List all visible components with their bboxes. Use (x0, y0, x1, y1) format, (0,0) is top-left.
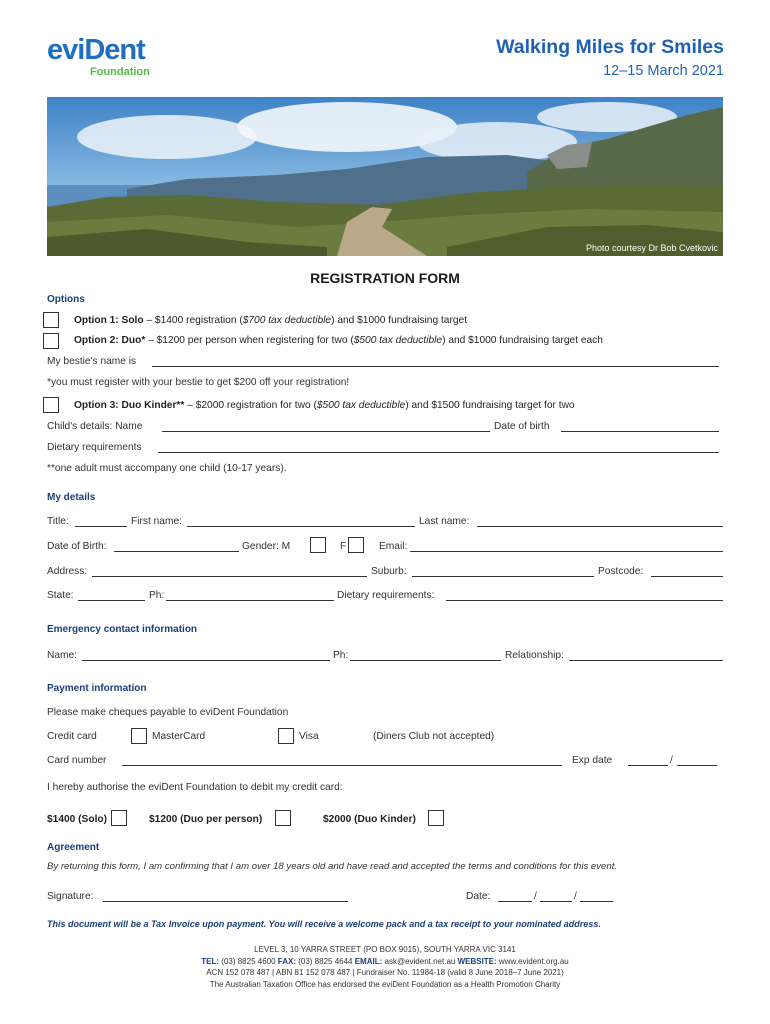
option3-checkbox[interactable] (43, 397, 59, 413)
emergency-heading: Emergency contact information (47, 624, 198, 635)
cheques-text: Please make cheques payable to eviDent Foundation (47, 707, 289, 718)
bestie-name-field[interactable] (152, 366, 719, 367)
exp-year-field[interactable] (677, 765, 717, 766)
tax-invoice-note: This document will be a Tax Invoice upon payment. You will receive a welcome pack and a tax receipt to your nominated address. (47, 919, 601, 929)
footer-address: LEVEL 3, 10 YARRA STREET (PO BOX 9015), SOUTH YARRA VIC 3141 (254, 945, 516, 954)
option3-row (74, 400, 575, 411)
address-label: Address: (47, 566, 88, 577)
option2-text-end: ) and $1000 fundraising target each (442, 335, 603, 346)
photo-credit: Photo courtesy Dr Bob Cvetkovic (585, 243, 718, 253)
card-number-field[interactable] (122, 765, 562, 766)
option3-tax: $500 tax deductible (316, 400, 406, 411)
option3-label: Option 3: Duo Kinder** (74, 400, 185, 411)
last-name-label: Last name: (419, 516, 470, 527)
gender-f-checkbox[interactable] (348, 537, 364, 553)
option2-checkbox[interactable] (43, 333, 59, 349)
emergency-name-field[interactable] (82, 660, 330, 661)
agreement-text: By returning this form, I am confirming that I am over 18 years old and have read and accepted the terms and conditions for this event. (47, 861, 618, 872)
postcode-label: Postcode: (598, 566, 644, 577)
emergency-name-label: Name: (47, 650, 78, 661)
date-sep-1: / (534, 891, 537, 902)
event-date: 12–15 March 2021 (603, 63, 724, 79)
title-field[interactable] (75, 526, 127, 527)
logo (47, 34, 145, 67)
bestie-note: *you must register with your bestie to get $200 off your registration! (47, 377, 350, 388)
child-dob-field[interactable] (561, 431, 719, 432)
payment-heading: Payment information (47, 683, 147, 694)
option3-text-end: ) and $1500 fundraising target for two (405, 400, 575, 411)
agreement-heading: Agreement (47, 842, 100, 853)
child-dob-label: Date of birth (494, 421, 550, 432)
footer-tel: (03) 8825 4600 (219, 957, 278, 966)
visa-label: Visa (299, 731, 319, 742)
amount-solo-checkbox[interactable] (111, 810, 127, 826)
option1-row (74, 315, 467, 326)
option1-tax: $700 tax deductible (242, 315, 332, 326)
options-heading: Options (47, 294, 85, 305)
footer-website[interactable]: www.evident.org.au (496, 957, 569, 966)
agreement-day-field[interactable] (498, 901, 532, 902)
visa-checkbox[interactable] (278, 728, 294, 744)
gender-label: Gender: M (242, 541, 291, 552)
exp-date-label: Exp date (572, 755, 613, 766)
exp-separator: / (670, 755, 673, 766)
credit-card-label: Credit card (47, 731, 97, 742)
child-name-label: Child's details: Name (47, 421, 143, 432)
footer-charity: The Australian Taxation Office has endorsed the eviDent Foundation as a Health Promotion Charity (209, 980, 561, 989)
amount-kinder-label: $2000 (Duo Kinder) (323, 814, 416, 825)
address-field[interactable] (92, 576, 367, 577)
child-dietary-label: Dietary requirements (47, 442, 142, 453)
option2-row (74, 335, 603, 346)
footer-fax-label: FAX: (277, 957, 296, 966)
diners-note: (Diners Club not accepted) (373, 731, 495, 742)
footer-email-label: EMAIL: (354, 957, 383, 966)
signature-field[interactable] (103, 901, 348, 902)
exp-month-field[interactable] (628, 765, 668, 766)
agreement-date-label: Date: (466, 891, 491, 902)
relationship-label: Relationship: (505, 650, 564, 661)
option1-label: Option 1: Solo (74, 315, 144, 326)
kinder-note: **one adult must accompany one child (10-17 years). (47, 463, 287, 474)
agreement-year-field[interactable] (580, 901, 613, 902)
state-field[interactable] (78, 600, 145, 601)
footer-tel-label: TEL: (201, 957, 220, 966)
state-label: State: (47, 590, 74, 601)
last-name-field[interactable] (477, 526, 723, 527)
gender-f-label: F (340, 541, 347, 552)
agreement-month-field[interactable] (540, 901, 572, 902)
option2-label: Option 2: Duo* (74, 335, 146, 346)
dietary-label: Dietary requirements: (337, 590, 435, 601)
option1-text: – $1400 registration ( (143, 315, 243, 326)
details-heading: My details (47, 492, 96, 503)
option3-text: – $2000 registration for two ( (184, 400, 317, 411)
suburb-label: Suburb: (371, 566, 407, 577)
suburb-field[interactable] (412, 576, 594, 577)
authorise-text: I hereby authorise the eviDent Foundation to debit my credit card: (47, 782, 343, 793)
first-name-field[interactable] (187, 526, 415, 527)
title-label: Title: (47, 516, 69, 527)
email-field[interactable] (410, 551, 723, 552)
child-dietary-field[interactable] (158, 452, 719, 453)
signature-label: Signature: (47, 891, 94, 902)
footer-email[interactable]: ask@evident.net.au (382, 957, 458, 966)
mastercard-checkbox[interactable] (131, 728, 147, 744)
option1-checkbox[interactable] (43, 312, 59, 328)
form-title: REGISTRATION FORM (310, 270, 460, 286)
logo-text: eviDent (47, 34, 145, 66)
event-title: Walking Miles for Smiles (496, 36, 724, 58)
footer-web-label: WEBSITE: (457, 957, 497, 966)
phone-label: Ph: (149, 590, 165, 601)
option1-text-end: ) and $1000 fundraising target (331, 315, 468, 326)
child-name-field[interactable] (162, 431, 490, 432)
footer-contacts (0, 957, 770, 966)
card-number-label: Card number (47, 755, 107, 766)
amount-duo-checkbox[interactable] (275, 810, 291, 826)
gender-m-checkbox[interactable] (310, 537, 326, 553)
date-sep-2: / (574, 891, 577, 902)
dob-field[interactable] (114, 551, 239, 552)
dietary-field[interactable] (446, 600, 723, 601)
footer-registration: ACN 152 078 487 | ABN 81 152 078 487 | Fundraiser No. 11984-18 (valid 8 June 2018–7 June 2021) (206, 968, 564, 977)
logo-subtitle: Foundation (90, 66, 150, 78)
landscape-photo (47, 97, 723, 256)
phone-field[interactable] (166, 600, 334, 601)
option2-text: – $1200 per person when registering for two ( (145, 335, 354, 346)
amount-kinder-checkbox[interactable] (428, 810, 444, 826)
footer-fax: (03) 8825 4644 (296, 957, 355, 966)
amount-duo-label: $1200 (Duo per person) (149, 814, 263, 825)
option2-tax: $500 tax deductible (353, 335, 443, 346)
first-name-label: First name: (131, 516, 182, 527)
email-label: Email: (379, 541, 408, 552)
bestie-label: My bestie's name is (47, 356, 137, 367)
relationship-field[interactable] (569, 660, 723, 661)
emergency-phone-label: Ph: (333, 650, 349, 661)
amount-solo-label: $1400 (Solo) (47, 814, 108, 825)
dob-label: Date of Birth: (47, 541, 107, 552)
emergency-phone-field[interactable] (350, 660, 501, 661)
postcode-field[interactable] (651, 576, 723, 577)
mastercard-label: MasterCard (152, 731, 206, 742)
